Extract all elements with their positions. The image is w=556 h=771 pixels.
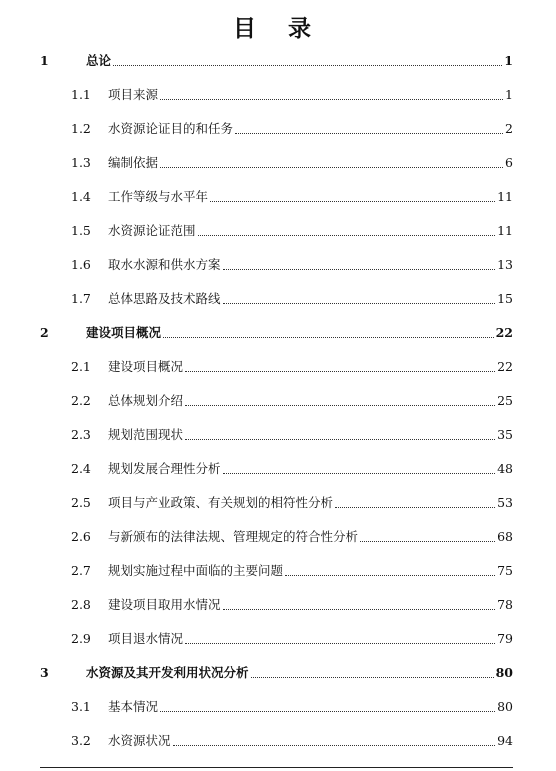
toc-dot-leader (160, 711, 495, 712)
toc-section-entry[interactable] (0, 621, 556, 655)
toc-page-number: 11 (497, 222, 513, 238)
toc-entry-number: 2.5 (71, 494, 91, 510)
toc-dot-leader (160, 167, 503, 168)
toc-dot-leader (285, 575, 495, 576)
toc-entry-title: 取水水源和供水方案 (108, 257, 221, 272)
toc-section-entry[interactable] (0, 723, 556, 757)
toc-page-number: 6 (505, 154, 513, 170)
toc-entry-number: 3.2 (71, 732, 91, 748)
toc-dot-leader (185, 643, 495, 644)
toc-dot-leader (173, 745, 496, 746)
toc-section-entry[interactable] (0, 349, 556, 383)
toc-section-entry[interactable] (0, 77, 556, 111)
toc-section-entry[interactable] (0, 485, 556, 519)
toc-dot-leader (223, 609, 496, 610)
toc-entry-line (108, 689, 513, 723)
toc-page-number: 15 (497, 290, 513, 306)
toc-entry-title: 与新颁布的法律法规、管理规定的符合性分析 (108, 529, 359, 544)
toc-entry-title: 水资源及其开发利用状况分析 (86, 665, 249, 680)
toc-entry-line (108, 553, 513, 587)
toc-page-number: 79 (497, 630, 513, 646)
toc-dot-leader (235, 133, 503, 134)
toc-entry-title: 总论 (86, 53, 112, 68)
toc-entry-line (108, 179, 513, 213)
toc-entry-number: 3.1 (71, 698, 91, 714)
toc-page-number: 22 (495, 324, 513, 340)
toc-page-number: 48 (497, 460, 513, 476)
toc-entry-title: 基本情况 (108, 699, 159, 714)
toc-dot-leader (335, 507, 495, 508)
toc-entry-line (108, 723, 513, 757)
toc-entry-line (108, 519, 513, 553)
toc-section-entry[interactable] (0, 451, 556, 485)
toc-section-entry[interactable] (0, 281, 556, 315)
toc-entry-number: 1.2 (71, 120, 91, 136)
toc-entry-number: 2.3 (71, 426, 91, 442)
toc-dot-leader (113, 65, 502, 66)
toc-section-entry[interactable] (0, 145, 556, 179)
toc-entry-title: 项目来源 (108, 87, 159, 102)
toc-section-entry[interactable] (0, 587, 556, 621)
toc-dot-leader (223, 303, 496, 304)
toc-dot-leader (185, 439, 495, 440)
toc-section-entry[interactable] (0, 179, 556, 213)
toc-entry-title: 总体规划介绍 (108, 393, 184, 408)
toc-entry-number: 1.6 (71, 256, 91, 272)
toc-entry-number: 2 (40, 324, 49, 340)
toc-entry-line (108, 621, 513, 655)
toc-section-entry[interactable] (0, 553, 556, 587)
toc-entry-number: 2.9 (71, 630, 91, 646)
toc-entry-number: 2.8 (71, 596, 91, 612)
toc-entry-number: 3 (40, 664, 49, 680)
toc-page-number: 53 (497, 494, 513, 510)
toc-page-number: 2 (505, 120, 513, 136)
toc-entry-number: 1.4 (71, 188, 91, 204)
toc-page-number: 68 (497, 528, 513, 544)
toc-page-number: 80 (495, 664, 513, 680)
toc-entry-number: 1.3 (71, 154, 91, 170)
toc-entry-line (108, 77, 513, 111)
toc-chapter-entry[interactable] (0, 315, 556, 349)
toc-entry-number: 2.6 (71, 528, 91, 544)
toc-entry-title: 建设项目概况 (86, 325, 162, 340)
toc-entry-title: 建设项目概况 (108, 359, 184, 374)
toc-entry-line (108, 111, 513, 145)
toc-dot-leader (223, 269, 496, 270)
toc-entry-title: 水资源论证目的和任务 (108, 121, 234, 136)
toc-entry-line (108, 281, 513, 315)
toc-dot-leader (223, 473, 496, 474)
toc-page-number: 75 (497, 562, 513, 578)
toc-entry-title: 规划范围现状 (108, 427, 184, 442)
toc-entry-title: 编制依据 (108, 155, 159, 170)
toc-dot-leader (185, 405, 495, 406)
toc-page-number: 22 (497, 358, 513, 374)
footer-divider (40, 767, 513, 768)
toc-section-entry[interactable] (0, 111, 556, 145)
toc-entry-line (86, 43, 513, 77)
toc-entry-title: 总体思路及技术路线 (108, 291, 221, 306)
toc-entry-line (108, 213, 513, 247)
toc-dot-leader (210, 201, 495, 202)
toc-entry-line (108, 247, 513, 281)
toc-dot-leader (360, 541, 495, 542)
toc-page-number: 35 (497, 426, 513, 442)
toc-entry-number: 1 (40, 52, 49, 68)
toc-entry-title: 规划发展合理性分析 (108, 461, 221, 476)
toc-dot-leader (160, 99, 503, 100)
toc-entry-number: 2.4 (71, 460, 91, 476)
toc-section-entry[interactable] (0, 213, 556, 247)
toc-dot-leader (163, 337, 494, 338)
toc-entry-line (108, 145, 513, 179)
toc-chapter-entry[interactable] (0, 43, 556, 77)
toc-chapter-entry[interactable] (0, 655, 556, 689)
toc-page-number: 94 (497, 732, 513, 748)
toc-entry-title: 水资源状况 (108, 733, 171, 748)
toc-entry-number: 2.2 (71, 392, 91, 408)
toc-entry-line (108, 349, 513, 383)
toc-section-entry[interactable] (0, 689, 556, 723)
toc-page-number: 11 (497, 188, 513, 204)
toc-entry-title: 水资源论证范围 (108, 223, 196, 238)
toc-entry-title: 项目与产业政策、有关规划的相符性分析 (108, 495, 334, 510)
toc-section-entry[interactable] (0, 383, 556, 417)
toc-entry-line (86, 315, 513, 349)
toc-page-number: 1 (505, 86, 513, 102)
toc-entry-title: 工作等级与水平年 (108, 189, 209, 204)
toc-entry-number: 1.7 (71, 290, 91, 306)
toc-entry-line (108, 417, 513, 451)
toc-entry-line (108, 485, 513, 519)
toc-entry-line (108, 451, 513, 485)
toc-entry-line (108, 383, 513, 417)
toc-entry-number: 1.1 (71, 86, 91, 102)
toc-dot-leader (198, 235, 496, 236)
toc-page-number: 13 (497, 256, 513, 272)
toc-entry-number: 2.7 (71, 562, 91, 578)
toc-page-number: 78 (497, 596, 513, 612)
toc-page-number: 80 (497, 698, 513, 714)
toc-page-number: 1 (504, 52, 513, 68)
toc-page-number: 25 (497, 392, 513, 408)
toc-entry-title: 建设项目取用水情况 (108, 597, 221, 612)
toc-entry-line (108, 587, 513, 621)
toc-dot-leader (251, 677, 494, 678)
toc-entry-number: 2.1 (71, 358, 91, 374)
table-of-contents (0, 43, 556, 757)
toc-entry-number: 1.5 (71, 222, 91, 238)
toc-section-entry[interactable] (0, 519, 556, 553)
toc-entry-title: 规划实施过程中面临的主要问题 (108, 563, 284, 578)
toc-section-entry[interactable] (0, 417, 556, 451)
page-title: 目 录 (232, 15, 323, 42)
toc-section-entry[interactable] (0, 247, 556, 281)
toc-entry-title: 项目退水情况 (108, 631, 184, 646)
toc-dot-leader (185, 371, 495, 372)
toc-entry-line (86, 655, 513, 689)
